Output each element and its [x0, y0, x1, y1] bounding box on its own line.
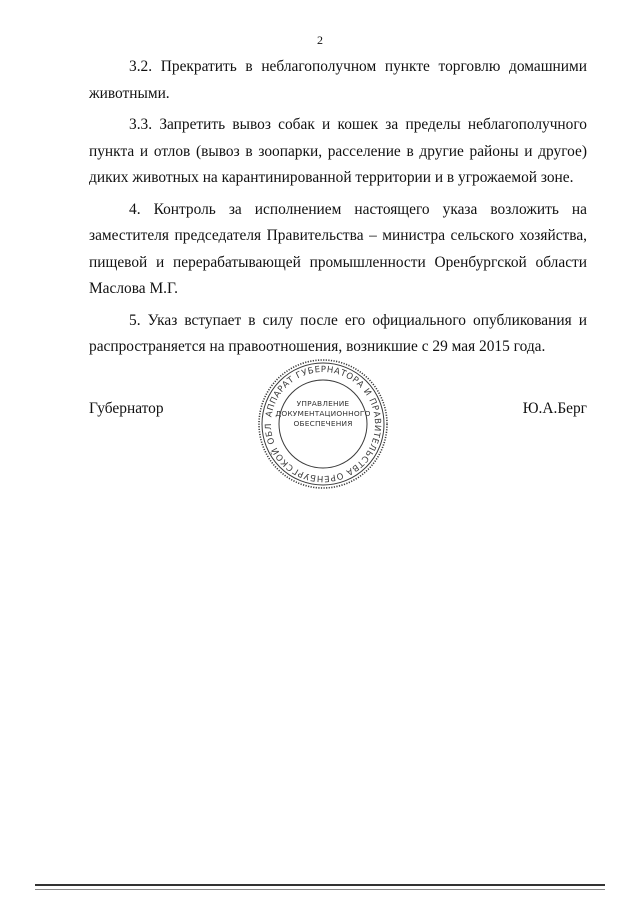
paragraph-4: 4. Контроль за исполнением настоящего указа возложить на заместителя председателя Правительства – министра сельского хозяйства, пищевой и перерабатывающей промышленности Оренбургской области Маслова М.Г.	[89, 200, 587, 297]
signature-role: Губернатор	[89, 400, 164, 417]
paragraph-5: 5. Указ вступает в силу после его официального опубликования и распространяется на правоотношения, возникшие с 29 мая 2015 года.	[89, 311, 587, 355]
seal-center-line: ДОКУМЕНТАЦИОННОГО	[275, 409, 371, 418]
signature-name: Ю.А.Берг	[522, 400, 587, 417]
seal-center-line: УПРАВЛЕНИЕ	[296, 399, 350, 408]
bottom-rule	[35, 884, 605, 886]
seal-ring-text: АППАРАТ ГУБЕРНАТОРА И ПРАВИТЕЛЬСТВА ОРЕНБУРГСКОЙ ОБЛ	[263, 364, 383, 484]
paragraph-3-3: 3.3. Запретить вывоз собак и кошек за пределы неблагополучного пункта и отлов (вывоз в зоопарки, расселение в другие районы и другое) диких животных на карантинированной территории и в угрожаемой зоне.	[89, 116, 587, 186]
paragraph-3-2: 3.2. Прекратить в неблагополучном пункте торговлю домашними животными.	[89, 58, 587, 102]
official-seal	[256, 357, 390, 491]
seal-center-text	[256, 399, 390, 429]
seal-center-line: ОБЕСПЕЧЕНИЯ	[293, 419, 353, 428]
bottom-rule-thin	[35, 889, 605, 890]
page-number: 2	[317, 33, 323, 47]
document-body	[89, 54, 587, 361]
